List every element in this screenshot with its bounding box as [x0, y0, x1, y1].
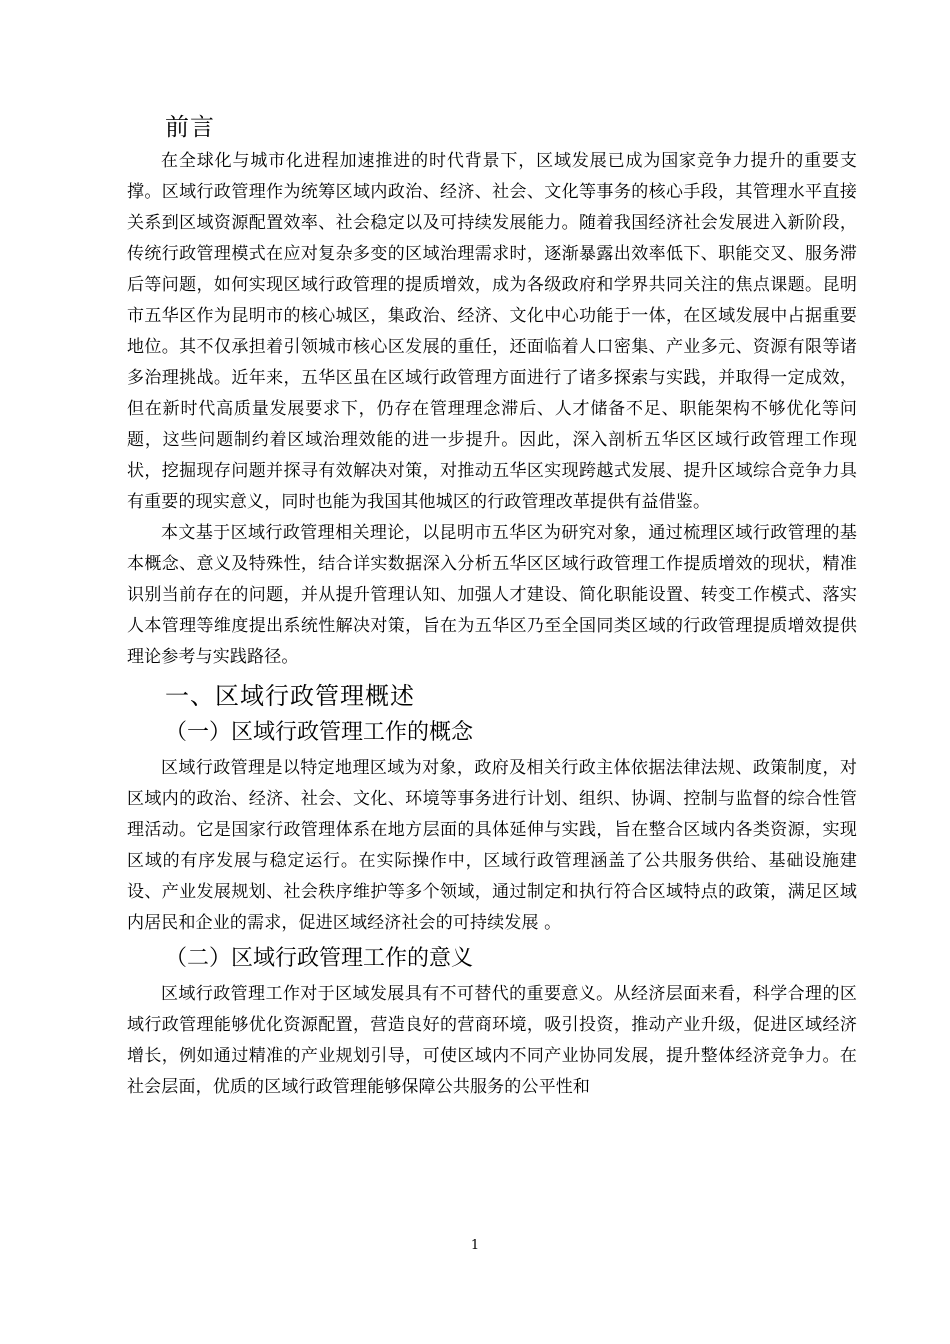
section-1-2-paragraph: 区域行政管理工作对于区域发展具有不可替代的重要意义。从经济层面来看，科学合理的区域行政管理能够优化资源配置，营造良好的营商环境，吸引投资，推动产业升级，促进区域经济增长，例如通过精准的产业规划引导，可使区域内不同产业协同发展，提升整体经济竞争力。在社会层面，优质的区域行政管理能够保障公共服务的公平性和	[127, 984, 857, 1097]
section-1-2-title: （二）区域行政管理工作的意义	[165, 946, 474, 971]
page-content	[127, 110, 857, 1103]
preface-title: 前言	[165, 113, 215, 141]
preface-paragraph-1: 在全球化与城市化进程加速推进的时代背景下，区域发展已成为国家竞争力提升的重要支撑。区域行政管理作为统筹区域内政治、经济、社会、文化等事务的核心手段，其管理水平直接关系到区域资源配置效率、社会稳定以及可持续发展能力。随着我国经济社会发展进入新阶段，传统行政管理模式在应对复杂多变的区域治理需求时，逐渐暴露出效率低下、职能交叉、服务滞后等问题，如何实现区域行政管理的提质增效，成为各级政府和学界共同关注的焦点课题。昆明市五华区作为昆明市的核心城区，集政治、经济、文化中心功能于一体，在区域发展中占据重要地位。其不仅承担着引领城市核心区发展的重任，还面临着人口密集、产业多元、资源有限等诸多治理挑战。近年来，五华区虽在区域行政管理方面进行了诸多探索与实践，并取得一定成效，但在新时代高质量发展要求下，仍存在管理理念滞后、人才储备不足、职能架构不够优化等问题，这些问题制约着区域治理效能的进一步提升。因此，深入剖析五华区区域行政管理工作现状，挖掘现存问题并探寻有效解决对策，对推动五华区实现跨越式发展、提升区域综合竞争力具有重要的现实意义，同时也能为我国其他城区的行政管理改革提供有益借鉴。	[127, 151, 857, 512]
page-number: 1	[470, 1238, 480, 1253]
preface-paragraph-2: 本文基于区域行政管理相关理论，以昆明市五华区为研究对象，通过梳理区域行政管理的基本概念、意义及特殊性，结合详实数据深入分析五华区区域行政管理工作提质增效的现状，精准识别当前存在的问题，并从提升管理认知、加强人才建设、简化职能设置、转变工作模式、落实人本管理等维度提出系统性解决对策，旨在为五华区乃至全国同类区域的行政管理提质增效提供理论参考与实践路径。	[127, 523, 857, 667]
section-1-1-paragraph: 区域行政管理是以特定地理区域为对象，政府及相关行政主体依据法律法规、政策制度，对区域内的政治、经济、社会、文化、环境等事务进行计划、组织、协调、控制与监督的综合性管理活动。它是国家行政管理体系在地方层面的具体延伸与实践，旨在整合区域内各类资源，实现区域的有序发展与稳定运行。在实际操作中，区域行政管理涵盖了公共服务供给、基础设施建设、产业发展规划、社会秩序维护等多个领域，通过制定和执行符合区域特点的政策，满足区域内居民和企业的需求，促进区域经济社会的可持续发展 。	[127, 758, 857, 933]
section-1-1-title: （一）区域行政管理工作的概念	[165, 720, 474, 745]
chapter-1-title: 一、区域行政管理概述	[165, 682, 415, 710]
